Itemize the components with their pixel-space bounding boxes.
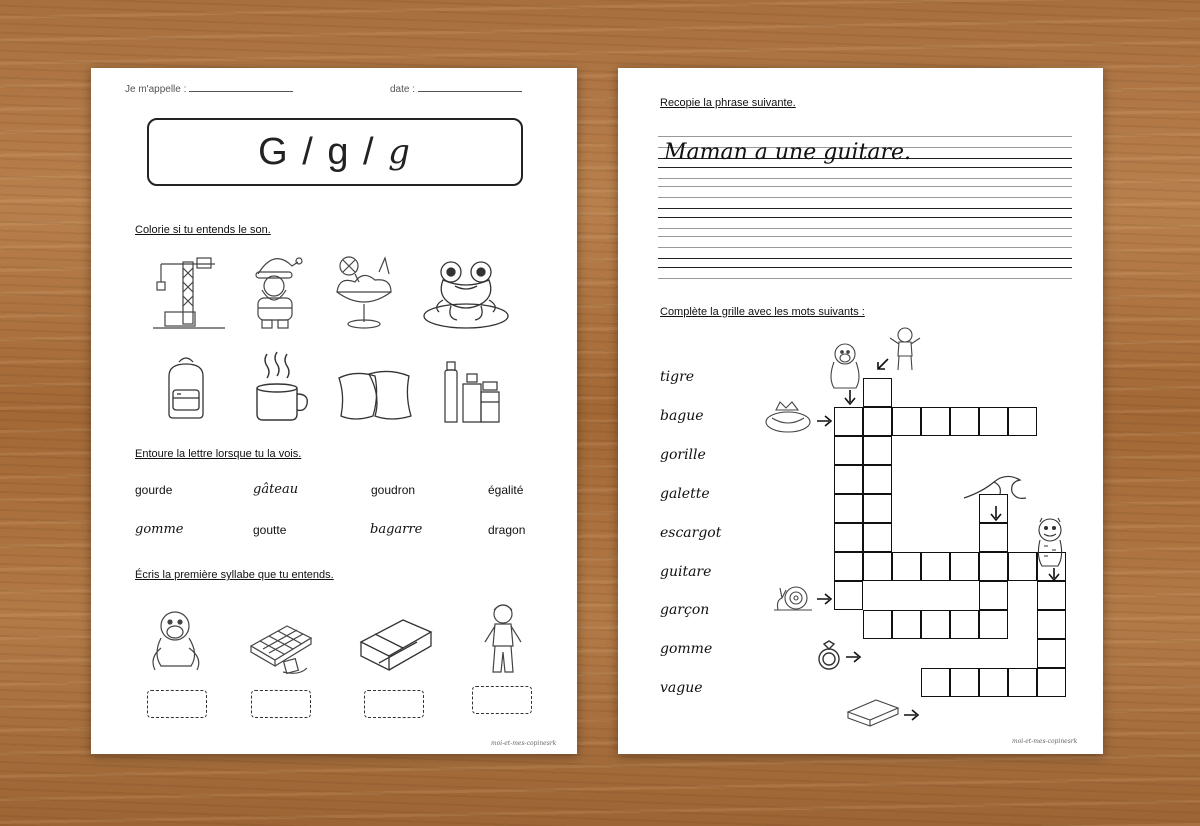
word-bagarre: bagarre	[370, 522, 423, 537]
name-field	[125, 82, 293, 95]
santa-icon	[246, 252, 304, 332]
arrow-right-icon	[817, 593, 833, 605]
section-entoure-heading: Entoure la lettre lorsque tu la vois.	[135, 448, 302, 460]
crossword-cell[interactable]	[863, 407, 892, 436]
section-ecris-heading: Écris la première syllabe que tu entends.	[135, 569, 334, 581]
crossword-cell[interactable]	[892, 610, 921, 639]
ice-tray-icon	[247, 616, 315, 676]
gorilla-icon	[828, 342, 862, 390]
arrow-down-icon	[1048, 568, 1060, 582]
model-sentence: Maman a une guitare.	[664, 140, 912, 165]
crossword-cell[interactable]	[834, 407, 863, 436]
letter-title-cursive: g	[388, 132, 412, 172]
crossword-cell[interactable]	[834, 494, 863, 523]
word-goudron: goudron	[371, 483, 416, 497]
letter-title-box	[147, 118, 523, 186]
eraser-icon	[844, 698, 902, 728]
cw-word-escargot: escargot	[660, 525, 722, 541]
word-dragon: dragon	[488, 523, 526, 537]
word-gourde: gourde	[135, 483, 173, 497]
crossword-cell[interactable]	[979, 523, 1008, 552]
word-gomme: gomme	[135, 522, 184, 537]
gorilla-icon	[147, 608, 207, 674]
syllable-box-4[interactable]	[472, 686, 532, 714]
bottles-icon	[439, 358, 503, 426]
crossword-cell[interactable]	[892, 552, 921, 581]
crossword-cell[interactable]	[863, 552, 892, 581]
arrow-down-icon	[990, 506, 1002, 522]
pillows-icon	[335, 368, 413, 424]
cw-word-garcon: garçon	[660, 602, 710, 618]
section-grille-heading: Complète la grille avec les mots suivants :	[660, 306, 865, 318]
syllable-box-3[interactable]	[364, 690, 424, 718]
tiger-icon	[1030, 516, 1070, 568]
name-blank	[189, 82, 293, 92]
letter-title-main: G / g /	[258, 130, 376, 173]
arrow-right-icon	[904, 709, 920, 721]
word-gateau: gâteau	[253, 482, 299, 497]
ring-icon	[816, 640, 842, 672]
crossword-cell[interactable]	[834, 552, 863, 581]
crossword-cell[interactable]	[892, 407, 921, 436]
galette-icon	[764, 400, 812, 434]
writing-lines-model	[658, 136, 1072, 180]
footer-credit: moi-et-mes-copinesrk	[491, 740, 557, 747]
crossword-cell[interactable]	[863, 523, 892, 552]
crossword-cell[interactable]	[979, 581, 1008, 610]
crossword-cell[interactable]	[950, 668, 979, 697]
ice-cream-sundae-icon	[329, 252, 399, 334]
crossword-cell[interactable]	[950, 552, 979, 581]
wave-icon	[962, 474, 1028, 502]
crossword-cell[interactable]	[921, 610, 950, 639]
boy-icon	[481, 602, 525, 678]
crossword-cell[interactable]	[834, 523, 863, 552]
syllable-box-1[interactable]	[147, 690, 207, 718]
cw-word-tigre: tigre	[660, 369, 695, 385]
crossword-cell[interactable]	[863, 436, 892, 465]
crossword-cell[interactable]	[921, 407, 950, 436]
writing-lines-answer-1[interactable]	[658, 186, 1072, 230]
mug-icon	[251, 350, 313, 422]
arrow-right-icon	[846, 651, 862, 663]
word-egalite: égalité	[488, 483, 524, 497]
syllable-box-2[interactable]	[251, 690, 311, 718]
worksheet-page-1	[91, 68, 577, 754]
crossword-cell[interactable]	[834, 465, 863, 494]
cw-word-bague: bague	[660, 408, 704, 424]
arrow-right-icon	[817, 415, 833, 427]
arrow-down-icon	[844, 390, 856, 406]
cw-word-gorille: gorille	[660, 447, 706, 463]
date-blank	[418, 82, 522, 92]
crossword-cell[interactable]	[1037, 668, 1066, 697]
crossword-cell[interactable]	[863, 494, 892, 523]
crossword-cell[interactable]	[834, 436, 863, 465]
crossword-cell[interactable]	[834, 581, 863, 610]
worksheet-page-2	[618, 68, 1103, 754]
section-colorie-heading: Colorie si tu entends le son.	[135, 224, 271, 236]
crossword-cell[interactable]	[1008, 407, 1037, 436]
crossword-cell[interactable]	[863, 465, 892, 494]
crossword-cell[interactable]	[1037, 639, 1066, 668]
cw-word-vague: vague	[660, 680, 703, 696]
cw-word-guitare: guitare	[660, 564, 712, 580]
cw-word-galette: galette	[660, 486, 710, 502]
crane-icon	[153, 252, 225, 336]
crossword-cell[interactable]	[950, 610, 979, 639]
section-recopie-heading: Recopie la phrase suivante.	[660, 97, 796, 109]
name-label: Je m'appelle :	[125, 84, 187, 95]
crossword-cell[interactable]	[1037, 581, 1066, 610]
crossword-cell[interactable]	[1037, 610, 1066, 639]
crossword-cell[interactable]	[921, 552, 950, 581]
backpack-icon	[163, 356, 209, 420]
snail-icon	[772, 584, 816, 614]
word-goutte: goutte	[253, 523, 287, 537]
cw-word-gomme: gomme	[660, 641, 713, 657]
date-field	[390, 82, 522, 95]
crossword-cell[interactable]	[863, 378, 892, 407]
crossword-cell[interactable]	[921, 668, 950, 697]
writing-lines-answer-2[interactable]	[658, 236, 1072, 280]
boy-icon	[888, 326, 922, 372]
crossword-cell[interactable]	[979, 668, 1008, 697]
crossword-cell[interactable]	[950, 407, 979, 436]
date-label: date :	[390, 84, 416, 95]
crossword-cell[interactable]	[863, 610, 892, 639]
eraser-icon	[357, 616, 435, 672]
crossword-cell[interactable]	[979, 407, 1008, 436]
crossword-cell[interactable]	[979, 552, 1008, 581]
crossword-cell[interactable]	[1008, 668, 1037, 697]
arrow-diag-icon	[875, 358, 889, 372]
footer-credit: moi-et-mes-copinesrk	[1012, 738, 1078, 745]
crossword-cell[interactable]	[979, 610, 1008, 639]
frog-icon	[421, 256, 511, 332]
